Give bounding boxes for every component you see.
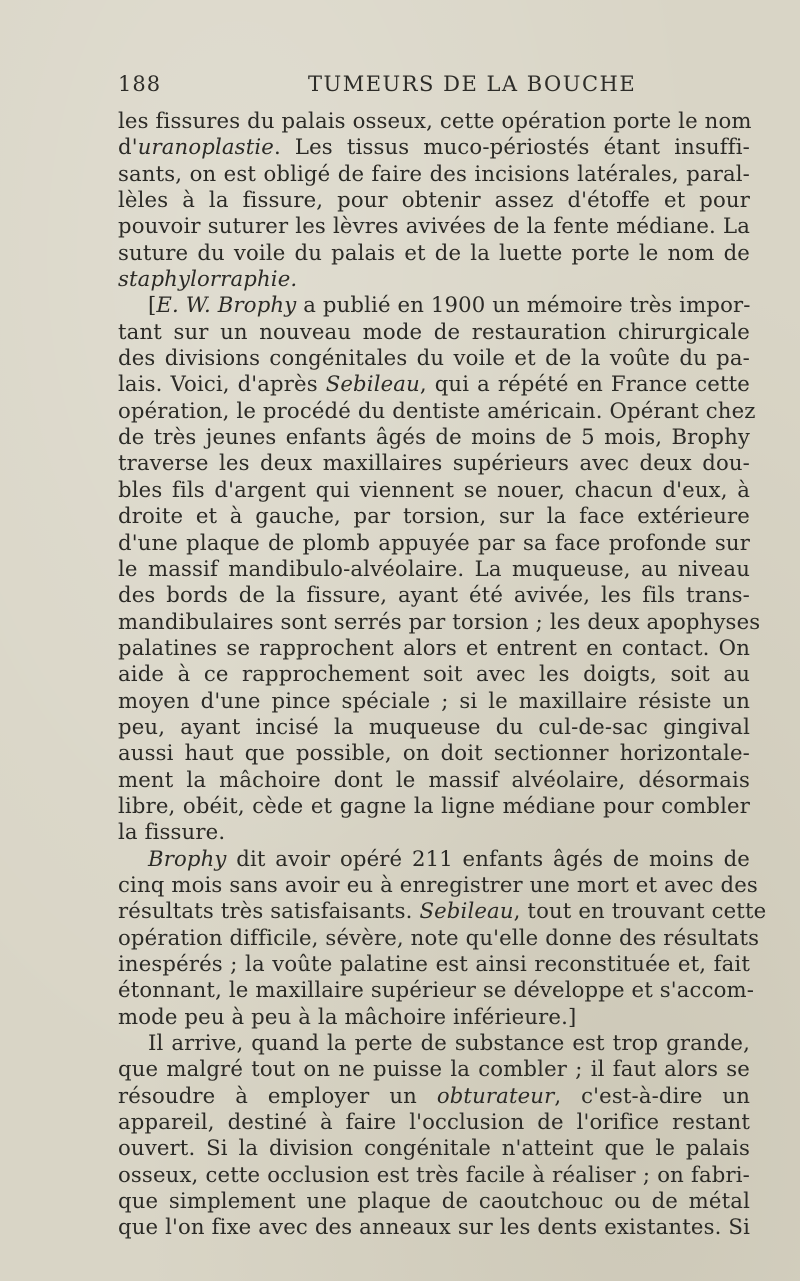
text-line: lais. Voici, d'après Sebileau, qui a répété en France cette [118, 371, 750, 397]
term-staphylorraphie: staphylorraphie. [118, 266, 298, 292]
text-line: les fissures du palais osseux, cette opération porte le nom [118, 108, 752, 133]
running-title: TUMEURS DE LA BOUCHE [308, 72, 637, 96]
text-line: le massif mandibulo-alvéolaire. La muqueuse, au niveau [118, 555, 750, 581]
text-line: que simplement une plaque de caoutchouc ou de métal [118, 1188, 750, 1214]
text-line: Brophy dit avoir opéré 211 enfants âgés de moins de [148, 845, 750, 871]
text-line: libre, obéit, cède et gagne la ligne médiane pour combler [118, 792, 750, 818]
text-line: suture du voile du palais et de la luette porte le nom de [118, 239, 750, 265]
text-line: mode peu à peu à la mâchoire inférieure.] [118, 1003, 577, 1029]
page-header [118, 72, 748, 102]
text-line: des divisions congénitales du voile et de la voûte du pa- [118, 345, 750, 371]
text-line: la fissure. [118, 819, 226, 845]
text-line: que l'on fixe avec des anneaux sur les dents existantes. Si [118, 1214, 750, 1240]
text-line: inespérés ; la voûte palatine est ainsi reconstituée et, fait [118, 951, 750, 976]
text-line: résultats très satisfaisants. Sebileau, tout en trouvant cette [118, 898, 767, 924]
text-line: ouvert. Si la division congénitale n'atteint que le palais [118, 1135, 750, 1161]
text-line: opération difficile, sévère, note qu'elle donne des résultats [118, 924, 760, 950]
text-line: lèles à la fissure, pour obtenir assez d'étoffe et pour [118, 187, 750, 213]
text-line: peu, ayant incisé la muqueuse du cul-de-sac gingival [118, 713, 750, 739]
text-line: aide à ce rapprochement soit avec les doigts, soit au [118, 661, 750, 687]
text-line: de très jeunes enfants âgés de moins de 5 mois, Brophy [118, 424, 750, 450]
text-line: résoudre à employer un obturateur, c'est-à-dire un [118, 1082, 750, 1108]
text-line: d'une plaque de plomb appuyée par sa face profonde sur [118, 529, 750, 555]
text-line: osseux, cette occlusion est très facile à réaliser ; on fabri- [118, 1161, 750, 1187]
text-line: aussi haut que possible, on doit sectionner horizontale- [118, 740, 750, 766]
body-text [118, 108, 767, 1241]
text-line: droite et à gauche, par torsion, sur la face extérieure [118, 503, 750, 529]
text-line: [E. W. Brophy a publié en 1900 un mémoire très impor- [148, 292, 751, 318]
text-line: pouvoir suturer les lèvres avivées de la fente médiane. La [118, 213, 750, 239]
text-line: moyen d'une pince spéciale ; si le maxillaire résiste un [118, 687, 750, 713]
text-line: traverse les deux maxillaires supérieurs avec deux dou- [118, 450, 750, 476]
text-line: palatines se rapprochent alors et entrent en contact. On [118, 634, 750, 660]
text-line: bles fils d'argent qui viennent se nouer, chacun d'eux, à [118, 476, 750, 502]
text-line: appareil, destiné à faire l'occlusion de l'orifice restant [118, 1109, 750, 1135]
page-number: 188 [118, 72, 162, 96]
text-line [118, 266, 750, 292]
text-line: des bords de la fissure, ayant été avivée, les fils trans- [118, 582, 750, 608]
text-line: cinq mois sans avoir eu à enregistrer une mort et avec des [118, 871, 758, 897]
text-line: Il arrive, quand la perte de substance est trop grande, [148, 1030, 750, 1056]
text-line: d'uranoplastie. Les tissus muco-périostés étant insuffi- [118, 134, 750, 160]
text-line: étonnant, le maxillaire supérieur se développe et s'accom- [118, 977, 755, 1003]
text-line: sants, on est obligé de faire des incisions latérales, paral- [118, 160, 750, 186]
text-line: opération, le procédé du dentiste américain. Opérant chez [118, 397, 756, 423]
text-line: mandibulaires sont serrés par torsion ; les deux apophyses [118, 608, 761, 634]
term-uranoplastie: uranoplastie [137, 134, 274, 160]
text-line: tant sur un nouveau mode de restauration chirurgicale [118, 318, 750, 344]
text-line: ment la mâchoire dont le massif alvéolaire, désormais [118, 766, 750, 792]
text-line: que malgré tout on ne puisse la combler ; il faut alors se [118, 1056, 750, 1082]
